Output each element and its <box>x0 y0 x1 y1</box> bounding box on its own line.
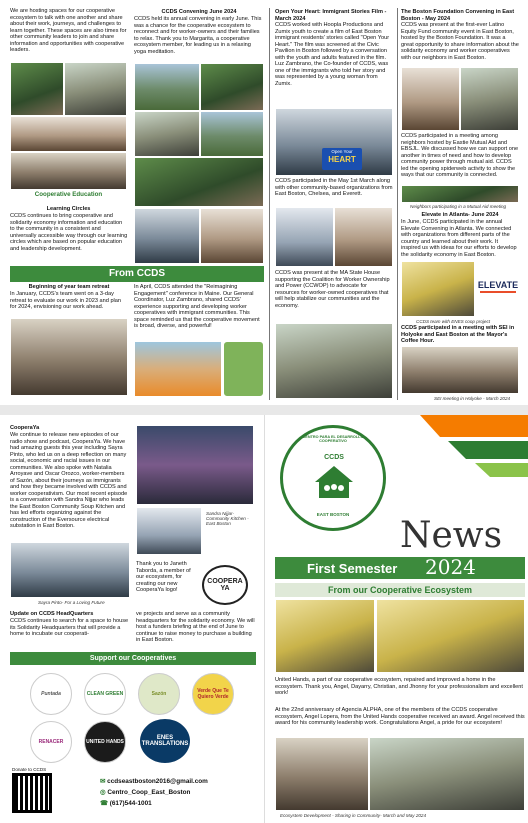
page-gap <box>0 405 528 415</box>
photo-sayra <box>10 542 130 598</box>
photo-atlanta <box>401 261 475 317</box>
coop-logo-clean-green[interactable]: CLEAN GREEN <box>84 673 126 715</box>
ccds-emblem-top-text: CENTRO PARA EL DESARROLLO COOPERATIVO <box>302 435 364 443</box>
photo-convening-group <box>134 63 200 111</box>
intro-text: We are hosting spaces for our cooperative ecosystem to talk with one another and share about their work, journeys, and challenges to learn together. These spaces are also times for other community leaders to join and share information and opportunities with cooperative leaders. <box>10 8 127 53</box>
foundation-text: CCDS was present at the first-ever Latino Equity Fund community event in East Boston, hosted by the Boston Foundation. It was a great opportunity to share information about the solidarity economy and worker cooperatives with our neighbors in East Boston. <box>401 22 519 61</box>
photo-sandra <box>136 507 202 555</box>
cooperaya-logo <box>202 565 248 605</box>
caption-enes: CCDS team with ENES coop project <box>416 319 491 324</box>
from-ccds-band <box>10 266 264 282</box>
statehouse-text: CCDS was present at the MA State House supporting the Coalition for Worker Ownership and Power (CCWOP) to advocate for resources for worker-owned cooperatives that will help stabilize our communities and the economy. <box>275 270 390 309</box>
retreat-title: Beginning of year team retreat <box>28 284 110 290</box>
atlanta-text: In June, CCDS participated in the annual Elevate Convening in Atlanta. We connected with organizations from different parts of the country and learned about their work. It inspired us with ideas for our efforts to develop the solidarity economy in East Boston. <box>401 219 517 258</box>
donate-label: Donate to CCDS <box>12 767 47 772</box>
united-text: United Hands, a part of our cooperative ecosystem, repaired and improved a home in the ecosystem. Thank you, Angel, Dayarry, Christian, and Jhonny for your professionalism and excellent work! <box>275 677 523 696</box>
coop-logo-sazon[interactable]: Sazón <box>138 673 180 715</box>
atlanta-title: Elevate in Atlanta- June 2024 <box>421 212 499 218</box>
march-text: CCDS participated in the May 1st March along with other community-based organizations from East Boston, Chelsea, and Everett. <box>275 178 393 197</box>
semester-band <box>275 557 525 579</box>
column-divider <box>269 8 270 400</box>
coopera-text: We continue to release new episodes of our radio show and podcast, CooperaYa. We have had amazing guests this year including Sayra Pinto, who led us on a deep reflection on many social, economic and racial issues in our communities. We also spoke with Natalia Arroyave and Oscar Orozco, worker-members of Sazón, about their journeys as immigrants and how they became involved with CCDS and worker cooperativism. Our most recent episode is a conversation with Sandra Nijjar who leads the East Boston Community Soup Kitchen and has led efforts organizing against the construction of the Eversource electrical substation in East Boston. <box>10 432 128 529</box>
elevate-logo <box>476 280 520 300</box>
photo-march-2 <box>334 207 393 267</box>
sei-title: CCDS participated in a meeting with SEI in Holyoke and East Boston at the Mayor's Coffee Hour. <box>401 325 515 344</box>
learning-circles-text: CCDS continues to bring cooperative and solidarity economy information and education to the community in a consistent and universally accessible way through our learning circles which are based on popular education and leadership development. <box>10 213 128 252</box>
photo-united-hands-1 <box>275 599 375 673</box>
semester-year: 2024 <box>425 555 476 579</box>
house-people-icon <box>313 464 355 500</box>
ecosystem-band: From our Cooperative Ecosystem <box>275 583 525 597</box>
janeth-text: Thank you to Janeth Taborda, a member of our ecosystem, for creating our new CooperaYa logo! <box>136 561 191 593</box>
photo-foundation-2 <box>460 67 519 131</box>
learning-circles-title: Learning Circles <box>46 206 91 212</box>
page-fold <box>264 415 265 823</box>
support-band <box>10 652 256 665</box>
support-band-label: Support our Cooperatives <box>89 655 177 662</box>
foundation-title: The Boston Foundation Convening in East Boston - May 2024 <box>401 9 515 22</box>
page-one <box>0 0 528 405</box>
open-heart-sign-line2: HEART <box>328 155 356 164</box>
caption-sei: SEI meeting in Holyoke - March 2024 <box>434 396 511 401</box>
instagram-icon: ◎ <box>100 789 106 796</box>
coopera-title: CooperaYa <box>10 425 40 431</box>
cooperaya-logo-text: COOPERA YA <box>207 578 243 592</box>
news-title: News <box>400 515 503 556</box>
photo-ecosystem-1 <box>275 737 369 811</box>
hq-text-left: CCDS continues to search for a space to house its Solidarity Headquarters that will provide a home to incubate our cooperati- <box>10 618 129 637</box>
instagram-text: Centro_Coop_East_Boston <box>107 789 191 796</box>
contact-instagram[interactable] <box>100 788 250 796</box>
retreat-text: In January, CCDS's team went on a 3-day retreat to evaluate our work in 2023 and plan for 2024, envisioning our work ahead. <box>10 291 122 310</box>
photo-reimagining <box>134 341 222 397</box>
photo-reimagining-logo <box>223 341 264 397</box>
donate-qr-code[interactable] <box>12 773 52 813</box>
photo-group-hall <box>10 116 127 152</box>
email-text: ccdseastboston2016@gmail.com <box>107 778 208 785</box>
ccds-emblem-bottom-text: EAST BOSTON <box>316 512 350 517</box>
coop-logo-verde[interactable]: Verde Que Te Quiero Verde <box>192 673 234 715</box>
photo-statehouse <box>275 323 393 399</box>
reimagining-text: In April, CCDS attended the "Reimagining Engagement" conference in Maine. Our General Coordinator, Luz Zambrano, shared CCDS' experience supporting and developing worker cooperatives with immigrant communities. This space reminded us that the cooperative movement is broad, diverse, and powerful! <box>134 284 260 329</box>
coop-logo-puntada[interactable]: Puntada <box>30 673 72 715</box>
green-stripe <box>448 441 528 459</box>
ccds-emblem-center: CCDS <box>324 454 344 461</box>
orange-stripe <box>420 415 528 437</box>
coop-logo-renacer[interactable]: RENACER <box>30 721 72 763</box>
phone-icon: ☎ <box>100 800 108 807</box>
elevate-logo-underline <box>480 291 516 293</box>
open-heart-sign <box>322 148 362 170</box>
phone-text: (617)544-1001 <box>109 800 152 807</box>
from-ccds-label: From CCDS <box>108 268 166 279</box>
photo-sei <box>401 346 519 394</box>
ccds-emblem <box>280 425 386 531</box>
photo-retreat <box>10 318 128 396</box>
caption-sayra: Sayra Pinto- For a Loving Future <box>38 600 105 605</box>
photo-convening-park <box>134 157 264 207</box>
elevate-logo-text: ELEVATE <box>477 280 519 290</box>
open-heart-sign-line1: Open Your <box>331 149 353 154</box>
convening-text: CCDS held its annual convening in early June. This was a chance for the cooperative ecosystem to reconnect and for worker-owners and their families to relax. Thank you to Margarita, a cooperative ecosystem member, for leading us in a relaxing yoga meditation. <box>134 16 262 55</box>
photo-learning-circle-2 <box>200 208 264 264</box>
open-heart-title: Open Your Heart: Immigrant Stories Film - March 2024 <box>275 9 387 22</box>
photo-ecosystem-2 <box>369 737 525 811</box>
eastie-text: CCDS participated in a meeting among neighbors hosted by Eastie Mutual Aid and EBSJL. We discussed how we can support one another in times of need and how to develop community power through mutual aid. CCDS led the opening spiderweb activity to show the ways that our community is connected. <box>401 133 519 178</box>
semester-label: First Semester <box>307 561 398 576</box>
coop-logo-enes[interactable] <box>140 719 190 763</box>
photo-march-1 <box>275 207 334 267</box>
photo-radio-studio <box>136 425 254 505</box>
photo-convening-kids <box>134 111 200 157</box>
caption-sandra: Sandra Nijjar- Community Kitchen - East Boston <box>206 511 249 526</box>
photo-convening-picnic <box>200 63 264 111</box>
column-divider <box>397 8 398 400</box>
photo-group-outdoor <box>10 62 64 116</box>
coop-logo-united-hands[interactable]: UNITED HANDS <box>84 721 126 763</box>
enes-logo-text: ENES TRANSLATIONS <box>141 735 189 747</box>
contact-email[interactable] <box>100 777 250 785</box>
photo-mutual-aid <box>401 185 519 203</box>
hq-title: Update on CCDS HeadQuarters <box>10 611 94 617</box>
caption-ecosystem: Ecosystem Development - Sharing in Community- March and May 2024 <box>280 813 427 818</box>
alpha-text: At the 22nd anniversary of Agencia ALPHA, one of the members of the CCDS cooperative ecosystem, Angel Lopera, from the United Hands cooperative received an award. Angel received this award for his community leadership work. Congratulations Angel, a pride for our ecosystem! <box>275 707 525 726</box>
contact-phone[interactable] <box>100 799 250 807</box>
photo-foundation-1 <box>401 67 460 131</box>
page-two <box>0 415 528 823</box>
photo-convening-yoga <box>200 111 264 157</box>
coop-education-band: Cooperative Education <box>34 191 103 198</box>
open-heart-text: CCDS worked with Hoopla Productions and Zumix youth to create a film of East Boston immigrant residents' stories called "Open Your Heart." The film was screened at the Civic Pavilion in Boston followed by a conversation with the youth and adults featured in the film. Luz Zambrano, the Co-founder of CCDS, was one of the immigrants who told her story and was represented by a young woman from Zumix. <box>275 22 390 87</box>
photo-united-hands-2 <box>376 599 525 673</box>
photo-group-friends <box>10 152 127 190</box>
convening-title: CCDS Convening June 2024 <box>161 9 237 15</box>
email-icon: ✉ <box>100 778 106 785</box>
lightgreen-stripe <box>475 463 528 477</box>
caption-mutual-aid: Neighbors participating in a Mutual Aid meeting <box>410 204 507 209</box>
photo-learning-circle-1 <box>134 208 200 264</box>
photo-group-indoor <box>64 62 127 116</box>
hq-text-right: ve projects and serve as a community headquarters for the solidarity economy. We will host a funders briefing at the end of June to continue to raise money to purchase a building in East Boston. <box>136 611 255 643</box>
